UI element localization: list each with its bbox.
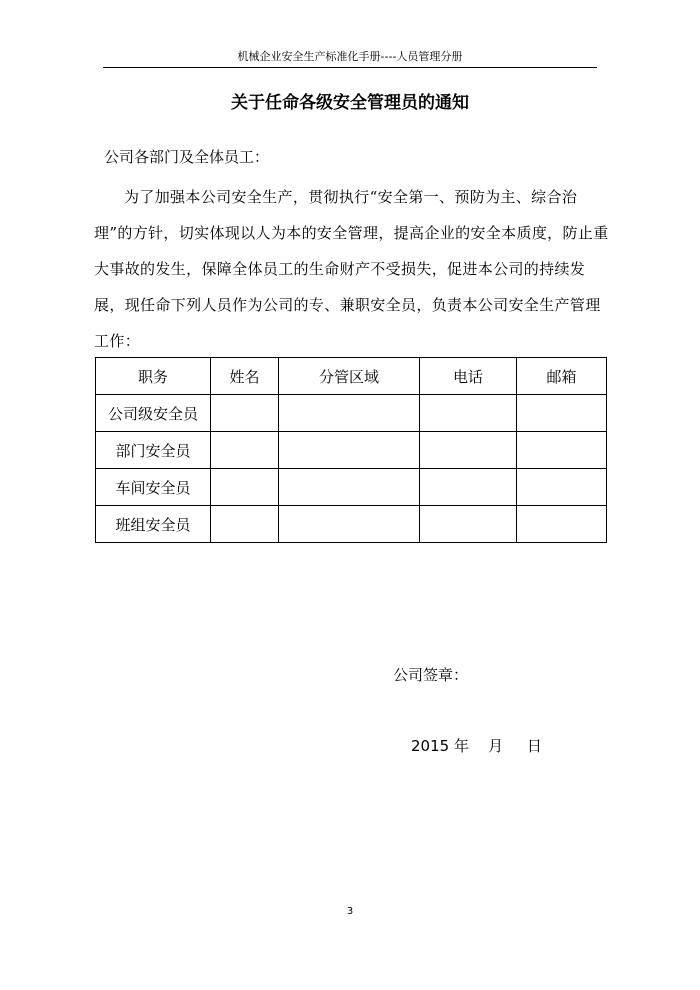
position-cell: 班组安全员	[96, 506, 211, 543]
document-title: 关于任命各级安全管理员的通知	[231, 93, 469, 113]
column-header-area: 分管区域	[279, 358, 420, 395]
table-row	[96, 469, 607, 506]
area-cell	[279, 432, 420, 469]
running-header: 机械企业安全生产标准化手册----人员管理分册	[237, 50, 463, 63]
email-cell	[517, 469, 607, 506]
column-header-phone: 电话	[420, 358, 517, 395]
phone-cell	[420, 506, 517, 543]
page-number: 3	[346, 906, 354, 917]
appointment-table	[95, 357, 607, 543]
table-row	[96, 395, 607, 432]
company-seal-label: 公司签章：	[393, 666, 469, 684]
column-header-name: 姓名	[211, 358, 279, 395]
email-cell	[517, 506, 607, 543]
table-row	[96, 506, 607, 543]
name-cell	[211, 432, 279, 469]
name-cell	[211, 395, 279, 432]
area-cell	[279, 506, 420, 543]
date-year: 2015	[411, 737, 450, 755]
header-divider	[103, 67, 597, 68]
area-cell	[279, 469, 420, 506]
date-year-unit: 年	[453, 737, 469, 755]
email-cell	[517, 432, 607, 469]
body-paragraph: 为了加强本公司安全生产，贯彻执行“安全第一、预防为主、综合治理”的方针，切实体现以人为本的安全管理，提高企业的安全本质度，防止重大事故的发生，保障全体员工的生命财产不受损失，促进本公司的持续发展，现任命下列人员作为公司的专、兼职安全员，负责本公司安全生产管理工作：	[94, 188, 609, 350]
salutation: 公司各部门及全体员工：	[104, 148, 270, 166]
position-cell: 部门安全员	[96, 432, 211, 469]
email-cell	[517, 395, 607, 432]
name-cell	[211, 506, 279, 543]
position-cell: 公司级安全员	[96, 395, 211, 432]
column-header-position: 职务	[96, 358, 211, 395]
date-day-unit: 日	[526, 737, 542, 755]
column-header-email: 邮箱	[517, 358, 607, 395]
phone-cell	[420, 395, 517, 432]
table-header-row	[96, 358, 607, 395]
table-row	[96, 432, 607, 469]
date-line	[411, 734, 542, 758]
phone-cell	[420, 432, 517, 469]
phone-cell	[420, 469, 517, 506]
name-cell	[211, 469, 279, 506]
date-month-unit: 月	[488, 737, 504, 755]
position-cell: 车间安全员	[96, 469, 211, 506]
area-cell	[279, 395, 420, 432]
